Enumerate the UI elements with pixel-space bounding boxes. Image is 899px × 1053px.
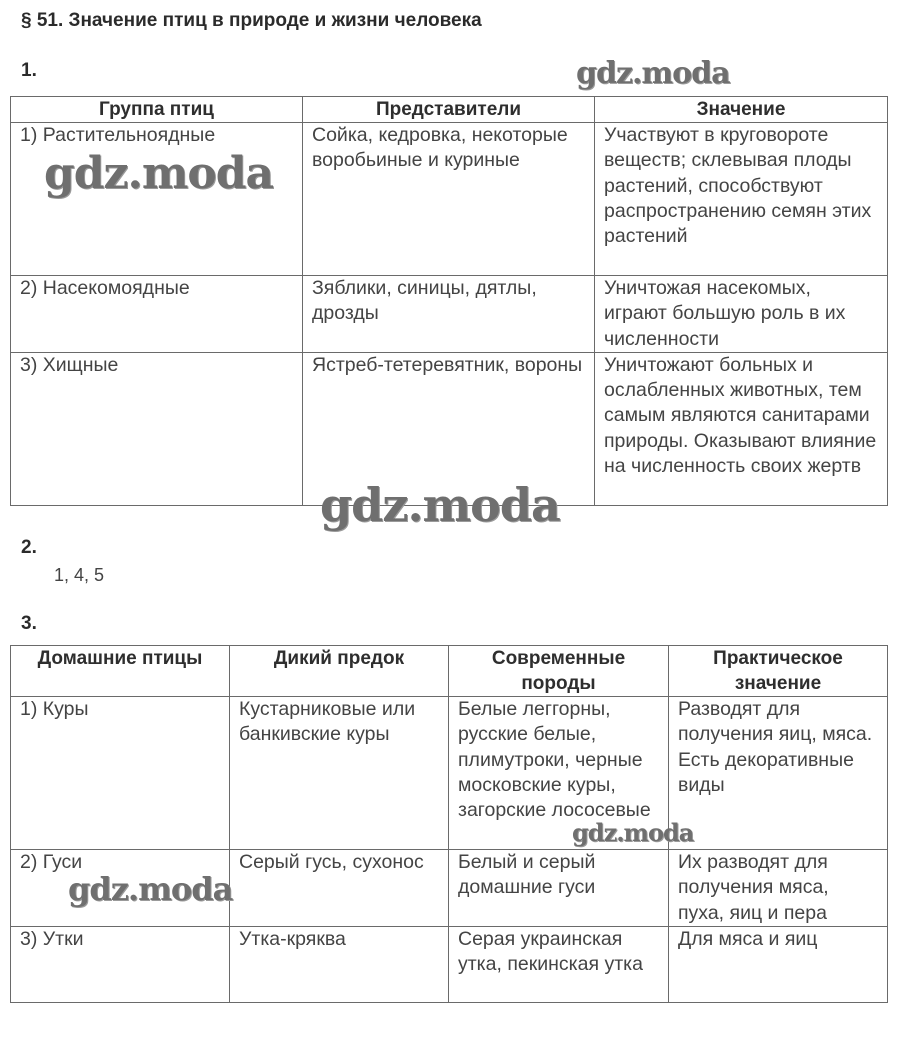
table-cell: 3) Утки (11, 927, 230, 1003)
header-cell: Дикий предок (230, 646, 449, 697)
header-cell: Группа птиц (11, 97, 303, 123)
header-cell: Представители (303, 97, 595, 123)
table-row (11, 276, 888, 353)
table-cell: Белый и серый домашние гуси (449, 850, 669, 927)
table-cell: Ястреб-тетеревятник, вороны (303, 352, 595, 505)
table-cell: Уничтожая насекомых, играют большую роль в их численности (595, 276, 888, 353)
table-cell: Белые леггорны, русские белые, плимутроки, черные московские куры, загорские лососевые (449, 697, 669, 850)
header-cell: Практическое значение (669, 646, 888, 697)
watermark: gdz.moda (320, 478, 560, 532)
table-row (11, 697, 888, 850)
watermark: gdz.moda (44, 148, 274, 199)
table-cell: Зяблики, синицы, дятлы, дрозды (303, 276, 595, 353)
table-cell: Серая украинская утка, пекинская утка (449, 927, 669, 1003)
page-title: § 51. Значение птиц в природе и жизни человека (21, 10, 482, 31)
table-cell: 2) Насекомоядные (11, 276, 303, 353)
table-cell: 3) Хищные (11, 352, 303, 505)
header-cell: Домашние птицы (11, 646, 230, 697)
watermark: gdz.moda (68, 870, 233, 908)
table-cell: Сойка, кедровка, некоторые воробьиные и куриные (303, 123, 595, 276)
table-cell: Для мяса и яиц (669, 927, 888, 1003)
table-row (11, 123, 888, 276)
table-header-row (11, 97, 888, 123)
table-cell: 2) Гуси (11, 850, 230, 927)
table-row (11, 927, 888, 1003)
table-cell: Их разводят для получения мяса, пуха, яиц и пера (669, 850, 888, 927)
table-cell: Утка-кряква (230, 927, 449, 1003)
section-1-number: 1. (21, 60, 37, 81)
watermark: gdz.moda (572, 818, 694, 847)
table-cell: Разводят для получения яиц, мяса. Есть декоративные виды (669, 697, 888, 850)
section-2-answer: 1, 4, 5 (54, 565, 105, 585)
table-header-row (11, 646, 888, 697)
table-cell: 1) Растительноядные (11, 123, 303, 276)
table-cell: Кустарниковые или банкивские куры (230, 697, 449, 850)
watermark: gdz.moda (576, 56, 730, 91)
domestic-birds-table (10, 645, 888, 1003)
table-cell: Серый гусь, сухонос (230, 850, 449, 927)
table-cell: Участвуют в круговороте веществ; склевывая плоды растений, способствуют распространению семян этих растений (595, 123, 888, 276)
section-3-number: 3. (21, 613, 37, 634)
table-cell: Уничтожают больных и ослабленных животных, тем самым являются санитарами природы. Оказывают влияние на численность своих жертв (595, 352, 888, 505)
header-cell: Современные породы (449, 646, 669, 697)
section-2-number: 2. (21, 537, 37, 558)
table-cell: 1) Куры (11, 697, 230, 850)
header-cell: Значение (595, 97, 888, 123)
